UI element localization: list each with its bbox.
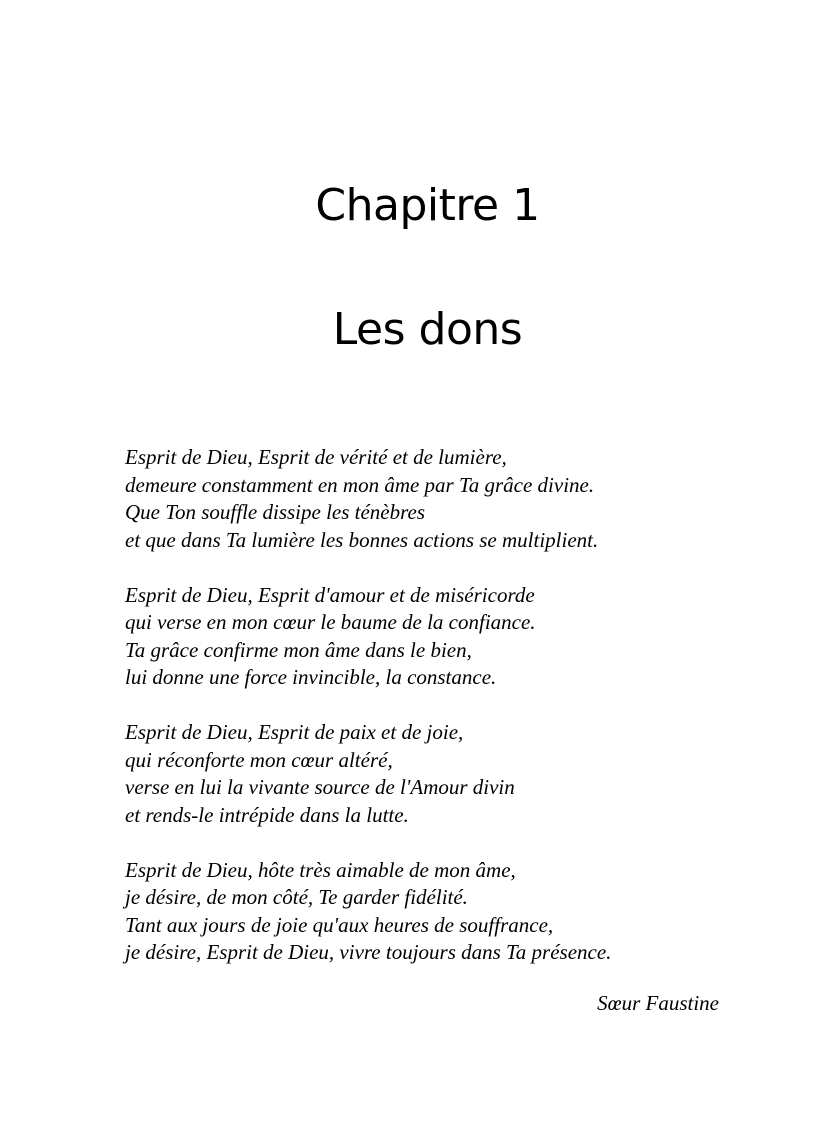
poem — [125, 444, 765, 994]
poem-line: Esprit de Dieu, Esprit de paix et de joie, — [125, 720, 464, 744]
poem-line: et rends-le intrépide dans la lutte. — [125, 802, 409, 827]
poem-line: Ta grâce confirme mon âme dans le bien, — [125, 637, 472, 662]
stanza-1 — [125, 444, 765, 554]
poem-line: je désire, de mon côté, Te garder fidélité. — [125, 885, 468, 909]
poem-line: Tant aux jours de joie qu'aux heures de souffrance, — [125, 912, 554, 937]
signature: Sœur Faustine — [597, 991, 719, 1015]
poem-line: qui verse en mon cœur le baume de la confiance. — [125, 610, 536, 634]
poem-line: lui donne une force invincible, la constance. — [125, 665, 497, 689]
poem-line: verse en lui la vivante source de l'Amour divin — [125, 775, 515, 799]
chapter-subtitle: Les dons — [332, 304, 523, 355]
chapter-title: Chapitre 1 — [315, 180, 540, 231]
stanza-2 — [125, 582, 765, 692]
stanza-4 — [125, 857, 765, 967]
poem-line: Esprit de Dieu, hôte très aimable de mon âme, — [125, 857, 516, 882]
poem-line: et que dans Ta lumière les bonnes actions se multiplient. — [125, 527, 599, 552]
poem-line: qui réconforte mon cœur altéré, — [125, 747, 393, 772]
poem-line: Esprit de Dieu, Esprit de vérité et de lumière, — [125, 445, 507, 469]
poem-line: je désire, Esprit de Dieu, vivre toujours dans Ta présence. — [125, 940, 612, 964]
poem-line: Que Ton souffle dissipe les ténèbres — [125, 500, 426, 524]
stanza-3 — [125, 719, 765, 829]
poem-line: demeure constamment en mon âme par Ta grâce divine. — [125, 472, 595, 497]
poem-line: Esprit de Dieu, Esprit d'amour et de miséricorde — [125, 582, 535, 607]
